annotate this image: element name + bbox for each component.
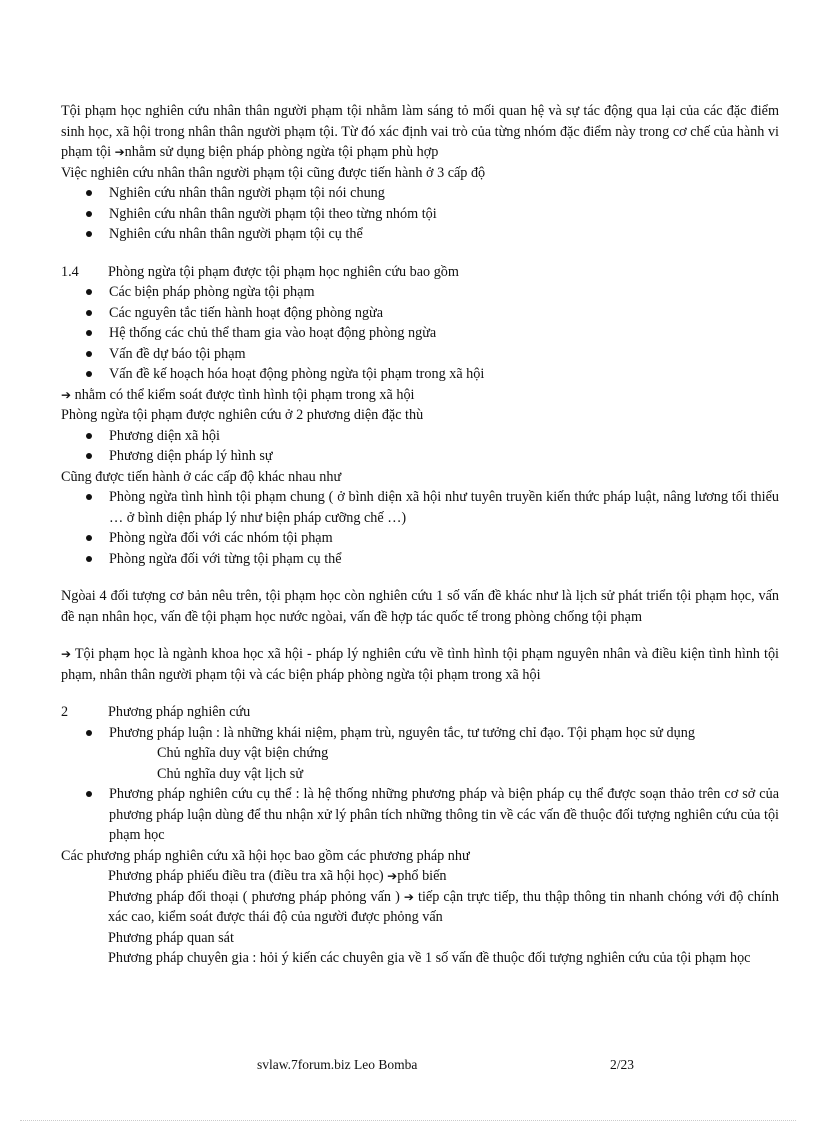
list-aspects <box>61 426 779 467</box>
bullet-icon <box>86 211 92 217</box>
bullet-icon <box>86 453 92 459</box>
list-item: Phòng ngừa tình hình tội phạm chung ( ở bình diện xã hội như tuyên truyền kiến thức pháp luật, nâng lương tối thiểu … ở bình diện pháp lý như biện pháp cưỡng chế …) <box>61 487 779 528</box>
arrow-right-icon: ➔ <box>387 869 398 883</box>
paragraph-levels: Việc nghiên cứu nhân thân người phạm tội cũng được tiến hành ở 3 cấp độ <box>61 164 486 181</box>
list-item: Nghiên cứu nhân thân người phạm tội nói chung <box>61 183 779 204</box>
bullet-icon <box>86 494 92 500</box>
bullet-icon <box>86 556 92 562</box>
paragraph-sociology-methods: Các phương pháp nghiên cứu xã hội học bao gồm các phương pháp như <box>61 847 470 864</box>
bullet-icon <box>86 351 92 357</box>
list-item: Các biện pháp phòng ngừa tội phạm <box>61 282 779 303</box>
bullet-icon <box>86 371 92 377</box>
bullet-icon <box>86 330 92 336</box>
bullet-icon <box>86 791 92 797</box>
page-number: 2/23 <box>610 1057 635 1072</box>
list-item: Các nguyên tắc tiến hành hoạt động phòng ngừa <box>61 303 779 324</box>
list-methodology <box>61 723 779 744</box>
sub-item: Chủ nghĩa duy vật biện chứng <box>157 745 329 761</box>
list-levels <box>61 183 779 245</box>
list-item: Hệ thống các chủ thể tham gia vào hoạt động phòng ngừa <box>61 323 779 344</box>
method-dialog: Phương pháp đối thoại ( phương pháp phỏng vấn ) ➔ tiếp cận trực tiếp, thu thập thông tin nhanh chóng với độ chính xác cao, kiểm soát được thái độ của người được phỏng vấn <box>108 888 779 925</box>
section-number: 1.4 <box>61 263 79 280</box>
method-survey: Phương pháp phiếu điều tra (điều tra xã hội học) ➔phổ biến <box>108 868 447 884</box>
list-item: Phòng ngừa đối với từng tội phạm cụ thể <box>61 549 779 570</box>
sub-item: Chủ nghĩa duy vật lịch sử <box>157 765 304 782</box>
arrow-right-icon: ➔ <box>61 387 72 402</box>
method-observe: Phương pháp quan sát <box>108 929 234 946</box>
bullet-icon <box>86 310 92 316</box>
list-item: Phương pháp luận : là những khái niệm, phạm trù, nguyên tắc, tư tưởng chỉ đạo. Tội phạm học sử dụng <box>61 723 779 744</box>
list-item: Phương diện pháp lý hình sự <box>61 446 779 467</box>
method-expert: Phương pháp chuyên gia : hỏi ý kiến các chuyên gia về 1 số vấn đề thuộc đối tượng nghiên cứu của tội phạm học <box>108 950 751 966</box>
arrow-right-icon: ➔ <box>61 647 72 661</box>
list-prevention <box>61 282 779 385</box>
section-title: Phòng ngừa tội phạm được tội phạm học nghiên cứu bao gồm <box>108 263 459 280</box>
list-item: Nghiên cứu nhân thân người phạm tội cụ thể <box>61 224 779 245</box>
list-methodology-specific <box>61 784 779 846</box>
paragraph-degrees: Cũng được tiến hành ở các cấp độ khác nhau như <box>61 468 342 485</box>
paragraph-intro: Tội phạm học nghiên cứu nhân thân người phạm tội nhằm làm sáng tỏ mối quan hệ và sự tác động qua lại của các đặc điểm sinh học, xã hội trong nhân thân người phạm tội. Từ đó xác định vai trò của từng nhóm đặc điểm này trong cơ chế của hành vi phạm tội ➔nhằm sử dụng biện pháp phòng ngừa tội phạm phù hợp <box>61 103 779 160</box>
section-heading-2 <box>61 702 779 723</box>
document-body <box>61 101 779 969</box>
list-item: Phương pháp nghiên cứu cụ thể : là hệ thống những phương pháp và biện pháp cụ thể được soạn thảo trên cơ sở của phương pháp luận dùng để thu nhận xử lý phân tích những thông tin về các vấn đề thuộc đối tượng nghiên cứu của tội phạm học <box>61 784 779 846</box>
arrow-right-icon: ➔ <box>403 889 414 904</box>
list-item: Phòng ngừa đối với các nhóm tội phạm <box>61 528 779 549</box>
arrow-right-icon: ➔ <box>114 145 125 159</box>
paragraph-control: ➔ nhằm có thể kiểm soát được tình hình tội phạm trong xã hội <box>61 386 415 403</box>
bullet-icon <box>86 535 92 541</box>
bullet-icon <box>86 190 92 196</box>
bullet-icon <box>86 433 92 439</box>
page-divider <box>20 1120 796 1121</box>
paragraph-aspects: Phòng ngừa tội phạm được nghiên cứu ở 2 phương diện đặc thù <box>61 407 424 423</box>
footer-source: svlaw.7forum.biz Leo Bomba <box>257 1057 418 1072</box>
list-item: Nghiên cứu nhân thân người phạm tội theo từng nhóm tội <box>61 204 779 225</box>
bullet-icon <box>86 289 92 295</box>
section-number: 2 <box>61 704 69 720</box>
list-item: Vấn đề kế hoạch hóa hoạt động phòng ngừa tội phạm trong xã hội <box>61 364 779 385</box>
list-degrees <box>61 487 779 569</box>
section-heading-1-4 <box>61 262 779 283</box>
list-item: Vấn đề dự báo tội phạm <box>61 344 779 365</box>
list-item: Phương diện xã hội <box>61 426 779 447</box>
section-title: Phương pháp nghiên cứu <box>108 704 251 720</box>
paragraph-other-topics: Ngòai 4 đối tượng cơ bản nêu trên, tội phạm học còn nghiên cứu 1 số vấn đề khác như là lịch sử phát triển tội phạm học, vấn đề nạn nhân học, vấn đề tội phạm học nước ngòai, vấn đề hợp tác quốc tế trong phòng chống tội phạm <box>61 588 779 625</box>
bullet-icon <box>86 730 92 736</box>
paragraph-definition: ➔ Tội phạm học là ngành khoa học xã hội - pháp lý nghiên cứu về tình hình tội phạm nguyên nhân và điều kiện tình hình tội phạm, nhân thân người phạm tội và các biện pháp phòng ngừa tội phạm trong xã hội <box>61 646 779 683</box>
bullet-icon <box>86 231 92 237</box>
